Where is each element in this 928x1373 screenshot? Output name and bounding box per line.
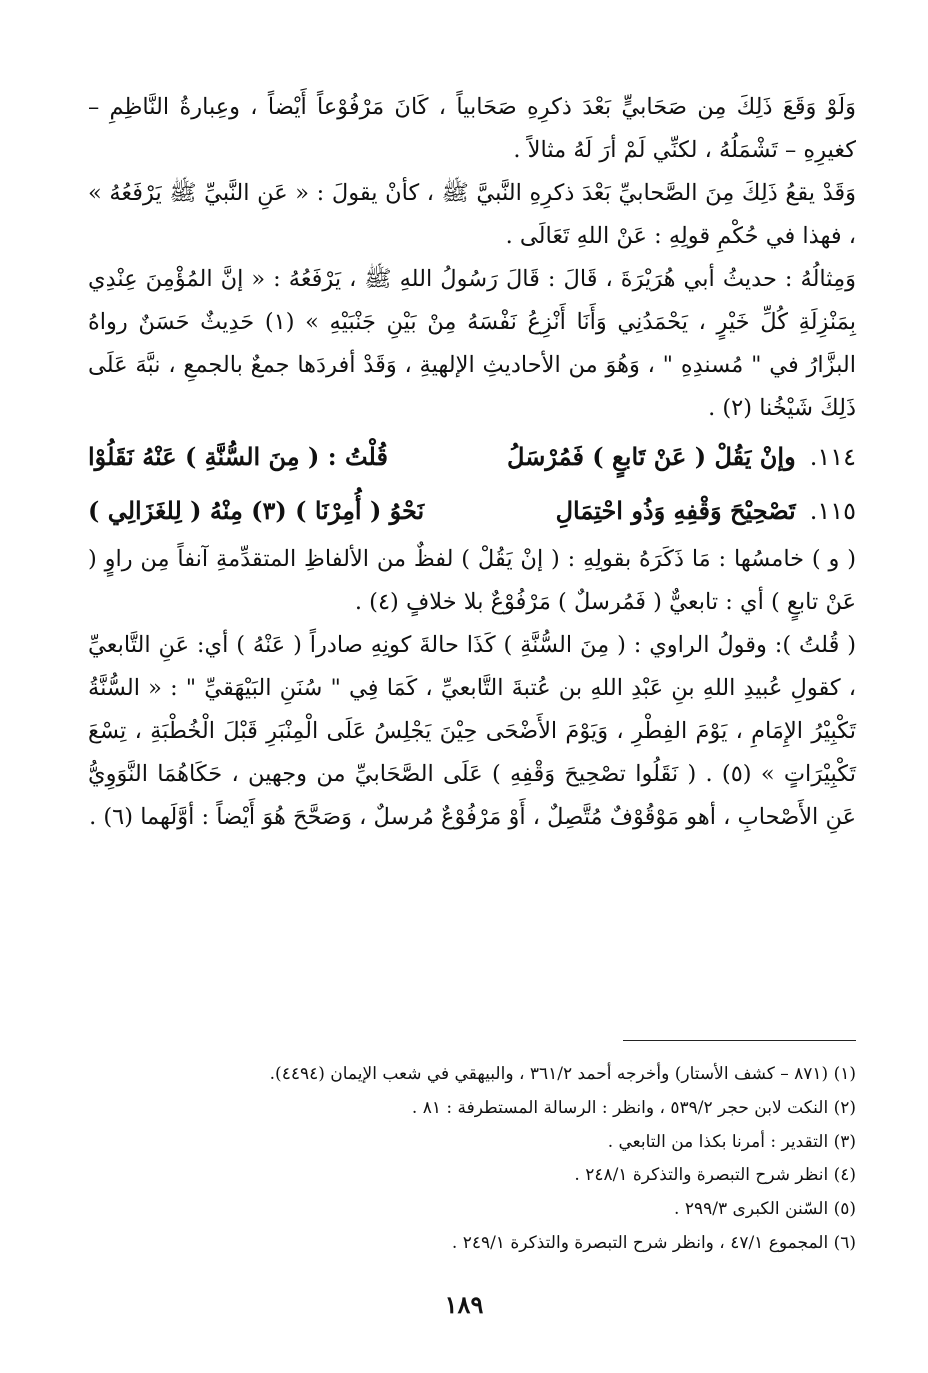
paragraph-3: وَمِثالُهُ : حديثُ أبي هُرَيْرَةَ ، قَالَ : قَالَ رَسُولُ اللهِ ﷺ ، يَرْفَعُهُ : « إنَّ المُؤْمِنَ عِنْدِي بِمَنْزِلَةِ كُلِّ خَيْرٍ ، يَحْمَدُنِي وَأَنَا أَنْزِعُ نَفْسَهُ مِنْ بَيْنِ جَنْبَيْهِ » (١) حَدِيثٌ حَسَنٌ رواهُ البزَّارُ في " مُسندِهِ " ، وَهُوَ من الأحاديثِ الإلهيةِ ، وَقَدْ أفردَها جمعٌ بالجمعِ ، نبَّهَ عَلَى ذَلِكَ شَيْخُنا (٢) . xyxy=(88,266,856,421)
footnote-separator xyxy=(623,1040,856,1041)
main-text xyxy=(88,86,856,839)
footnote-6: (٦) المجموع ٤٧/١ ، وانظر شرح التبصرة والتذكرة ٢٤٩/١ . xyxy=(451,1232,856,1253)
footnote-5: (٥) السّنن الكبرى ٢٩٩/٣ . xyxy=(674,1199,856,1220)
paragraph-5: ( قُلتُ ): وقولُ الراوي : ( مِنَ السُّنَّةِ ) كَذَا حالةَ كونِهِ صادراً ( عَنْهُ ) أي: عَنِ التَّابعيِّ ، كقولِ عُبيدِ اللهِ بنِ عَبْدِ اللهِ بن عُتبةَ التَّابعيِّ ، كَمَا فِي " سُنَنِ البَيْهَقيِّ " : « السُّنَّةُ تَكْبِيْرُ الإِمَامِ ، يَوْمَ الفِطْرِ ، وَيَوْمَ الأَضْحَى حِيْنَ يَجْلِسُ عَلَى الْمِنْبَرِ قَبْلَ الْخُطْبَةِ ، تِسْعَ تَكْبِيْرَاتٍ » (٥) . ( نَقَلُوا تصْحِيحَ وَقْفِهِ ) عَلَى الصَّحَابيِّ من وجهين ، حَكَاهُمَا النَّوَوِيُّ عَنِ الأَصْحابِ ، أهو مَوْقُوْفٌ مُتَّصِلٌ ، أَوْ مَرْفُوْعٌ مُرسلٌ ، وَصَحَّحَ هُوَ أَيْضاً : أوَّلَهما (٦) . xyxy=(88,632,856,830)
verse-number: ١١٥. xyxy=(809,497,856,525)
verse-number: ١١٤. xyxy=(809,443,856,471)
page-number: ١٨٩ xyxy=(444,1290,484,1319)
paragraph-1: وَلَوْ وَقَعَ ذَلِكَ مِن صَحَابيٍّ بَعْدَ ذكرِهِ صَحَابياً ، كَانَ مَرْفُوْعاً أَيْضاً ، وعِبارةُ النَّاظِمِ – كغيرِهِ – تَشْمَلُهُ ، لكنِّي لَمْ أرَ لَهُ مثالاً . xyxy=(88,94,856,163)
verse-114 xyxy=(88,430,856,484)
verse-second-hemistich: قُلْتُ : ( مِنَ السُّنَّةِ ) عَنْهُ نَقَلُوْا xyxy=(88,442,388,471)
footnote-3: (٣) التقدير : أمرنا بكذا من التابعي . xyxy=(607,1131,856,1152)
verse-first-hemistich: تَصْحِيْحَ وَقْفِهِ وَذُو احْتِمَالِ xyxy=(555,496,796,525)
verse-second-hemistich: نَحْوُ ( أُمِرْنَا ) (٣) مِنْهُ ( لِلغَزَالِي ) xyxy=(88,496,425,525)
footnote-1: (١) (٨٧١ – كشف الأستار) وأخرجه أحمد ٣٦١/٢ ، والبيهقي في شعب الإيمان (٤٤٩٤). xyxy=(269,1064,856,1084)
footnote-2: (٢) النكت لابن حجر ٥٣٩/٢ ، وانظر : الرسالة المستطرفة : ٨١ . xyxy=(411,1097,856,1118)
footnote-4: (٤) انظر شرح التبصرة والتذكرة ٢٤٨/١ . xyxy=(574,1165,856,1186)
verse-115 xyxy=(88,484,856,538)
verse-first-hemistich: وإنْ يَقُلْ ( عَنْ تَابعٍ ) فَمُرْسَلُ xyxy=(507,442,796,471)
paragraph-4: ( و ) خامسُها : مَا ذَكَرَهُ بقولِهِ : ( إنْ يَقُلْ ) لفظٌ من الألفاظِ المتقدِّمةِ آنفاً مِن راوٍ ( عَنْ تابعٍ ) أي : تابعيٌّ ( فَمُرسلٌ ) مَرْفُوْعٌ بلا خلافٍ (٤) . xyxy=(88,546,856,615)
paragraph-2: وَقَدْ يقعُ ذَلِكَ مِنَ الصَّحابيِّ بَعْدَ ذكرِهِ النَّبيَّ ﷺ ، كأنْ يقولَ : « عَنِ النَّبيِّ ﷺ يَرْفَعُهُ » ، فهذا في حُكْمِ قولِهِ : عَنْ اللهِ تَعَالَى . xyxy=(88,180,856,249)
footnotes xyxy=(88,1058,856,1261)
